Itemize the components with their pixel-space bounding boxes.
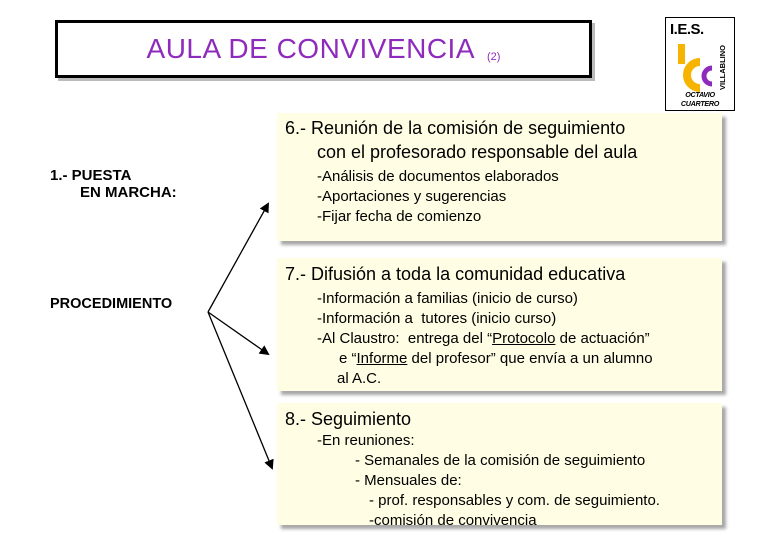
step8-box <box>277 403 722 529</box>
claustro-informe: Informe <box>356 350 408 367</box>
step7-item-claustro-line2 <box>317 349 722 369</box>
step6-item: -Aportaciones y sugerencias <box>317 188 507 205</box>
logo-ies-text: I.E.S. <box>670 21 704 38</box>
claustro-text: -Al Claustro: entrega del “ <box>317 330 493 347</box>
step7-item: -Información a familias (inicio de curso) <box>317 290 578 307</box>
step6-box <box>277 113 722 241</box>
arrow-to-step6 <box>208 204 268 312</box>
label-puesta-line2: EN MARCHA: <box>80 184 177 201</box>
claustro-protocolo: Protocolo <box>492 330 556 347</box>
step8-item: -comisión de convivencia <box>369 512 537 529</box>
step7-items <box>285 289 722 389</box>
step6-heading-line1: 6.- Reunión de la comisión de seguimiento <box>285 118 626 138</box>
step8-item: - Semanales de la comisión de seguimiento <box>355 452 646 469</box>
step6-item: -Análisis de documentos elaborados <box>317 168 559 185</box>
step8-item: -En reuniones: <box>317 432 415 449</box>
step7-item: -Información a tutores (inicio curso) <box>317 310 557 327</box>
step6-heading <box>285 116 722 164</box>
claustro-text: del profesor” que envía a un alumno <box>407 350 653 367</box>
logo-school-name: OCTAVIO CUARTERO <box>680 90 720 108</box>
step8-heading: 8.- Seguimiento <box>285 409 412 429</box>
step6-heading-line2: con el profesorado responsable del aula <box>317 142 638 162</box>
step7-item-claustro <box>317 329 722 349</box>
arrow-to-step8 <box>208 312 272 468</box>
step8-items <box>285 431 722 531</box>
step7-box <box>277 258 722 391</box>
svg-text:VILLABLINO: VILLABLINO <box>718 45 727 90</box>
step8-item: - Mensuales de: <box>355 472 462 489</box>
step7-item-claustro-line3: al A.C. <box>337 370 382 387</box>
step6-items <box>285 167 722 227</box>
page-title: AULA DE CONVIVENCIA <box>146 33 476 64</box>
step8-item: - prof. responsables y com. de seguimiento. <box>369 492 660 509</box>
label-procedimiento: PROCEDIMIENTO <box>50 296 173 312</box>
claustro-text: e “ <box>339 350 357 367</box>
label-puesta-line1: 1.- PUESTA <box>50 167 132 184</box>
step7-heading: 7.- Difusión a toda la comunidad educativa <box>285 264 626 284</box>
claustro-text: de actuación” <box>555 330 650 347</box>
page-number: (2) <box>487 51 501 63</box>
step6-item: -Fijar fecha de comienzo <box>317 208 482 225</box>
